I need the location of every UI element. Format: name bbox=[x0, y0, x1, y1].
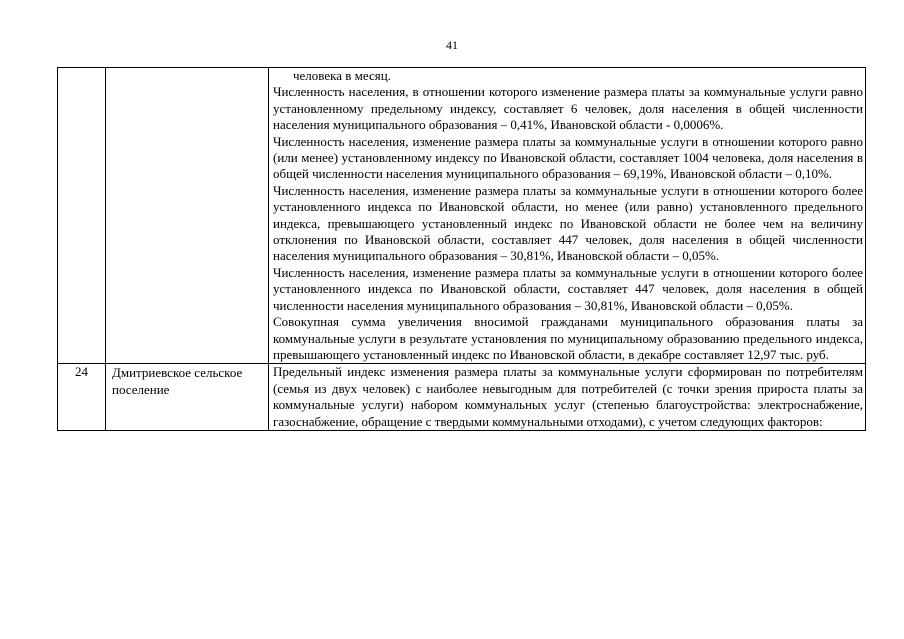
municipality-name-cell bbox=[106, 68, 269, 364]
paragraph: Численность населения, в отношении которого изменение размера платы за коммунальные услуги равно установленному предельному индексу, составляет 6 человек, доля населения в общей численности населения муниципального образования – 0,41%, Ивановской области - 0,0006%. bbox=[273, 84, 863, 133]
page-number: 41 bbox=[446, 38, 458, 52]
table-row bbox=[58, 68, 866, 364]
table-row bbox=[58, 364, 866, 431]
description-cell bbox=[269, 68, 866, 364]
paragraph: Численность населения, изменение размера платы за коммунальные услуги в отношении которого равно (или менее) установленному индексу по Ивановской области, составляет 1004 человека, доля населения в общей численности населения муниципального образования – 69,19%, Ивановской области – 0,10%. bbox=[273, 133, 863, 182]
paragraph: Предельный индекс изменения размера платы за коммунальные услуги сформирован по потребителям (семья из двух человек) с наиболее невыгодным для потребителей (с точки зрения прироста платы за коммунальные услуги) набором коммунальных услуг (степенью благоустройства: электроснабжение, газоснабжение, обращение с твердыми коммунальными отходами), с учетом следующих факторов: bbox=[273, 364, 863, 429]
row-number-cell bbox=[58, 68, 106, 364]
row-number-cell: 24 bbox=[58, 364, 106, 431]
municipality-name-cell: Дмитриевское сельское поселение bbox=[106, 364, 269, 431]
municipal-table bbox=[57, 67, 866, 431]
paragraph: Совокупная сумма увеличения вносимой гражданами муниципального образования платы за коммунальные услуги в результате установления по муниципальному образованию предельного индекса, превышающего установленный индекс по Ивановской области, в декабре составляет 12,97 тыс. руб. bbox=[273, 314, 863, 362]
paragraph: Численность населения, изменение размера платы за коммунальные услуги в отношении которого более установленного индекса по Ивановской области, но менее (или равно) установленного предельного индекса, превышающего установленный индекс по Ивановской области не более чем на величину отклонения по Ивановской области, составляет 447 человек, доля населения в общей численности населения муниципального образования – 30,81%, Ивановской области – 0,05%. bbox=[273, 182, 863, 264]
continuation-text: человека в месяц. bbox=[293, 68, 391, 83]
paragraph: Численность населения, изменение размера платы за коммунальные услуги в отношении которого более установленного индекса по Ивановской области, составляет 447 человек, доля населения в общей численности населения муниципального образования – 30,81%, Ивановской области – 0,05%. bbox=[273, 264, 863, 313]
description-cell bbox=[269, 364, 866, 431]
